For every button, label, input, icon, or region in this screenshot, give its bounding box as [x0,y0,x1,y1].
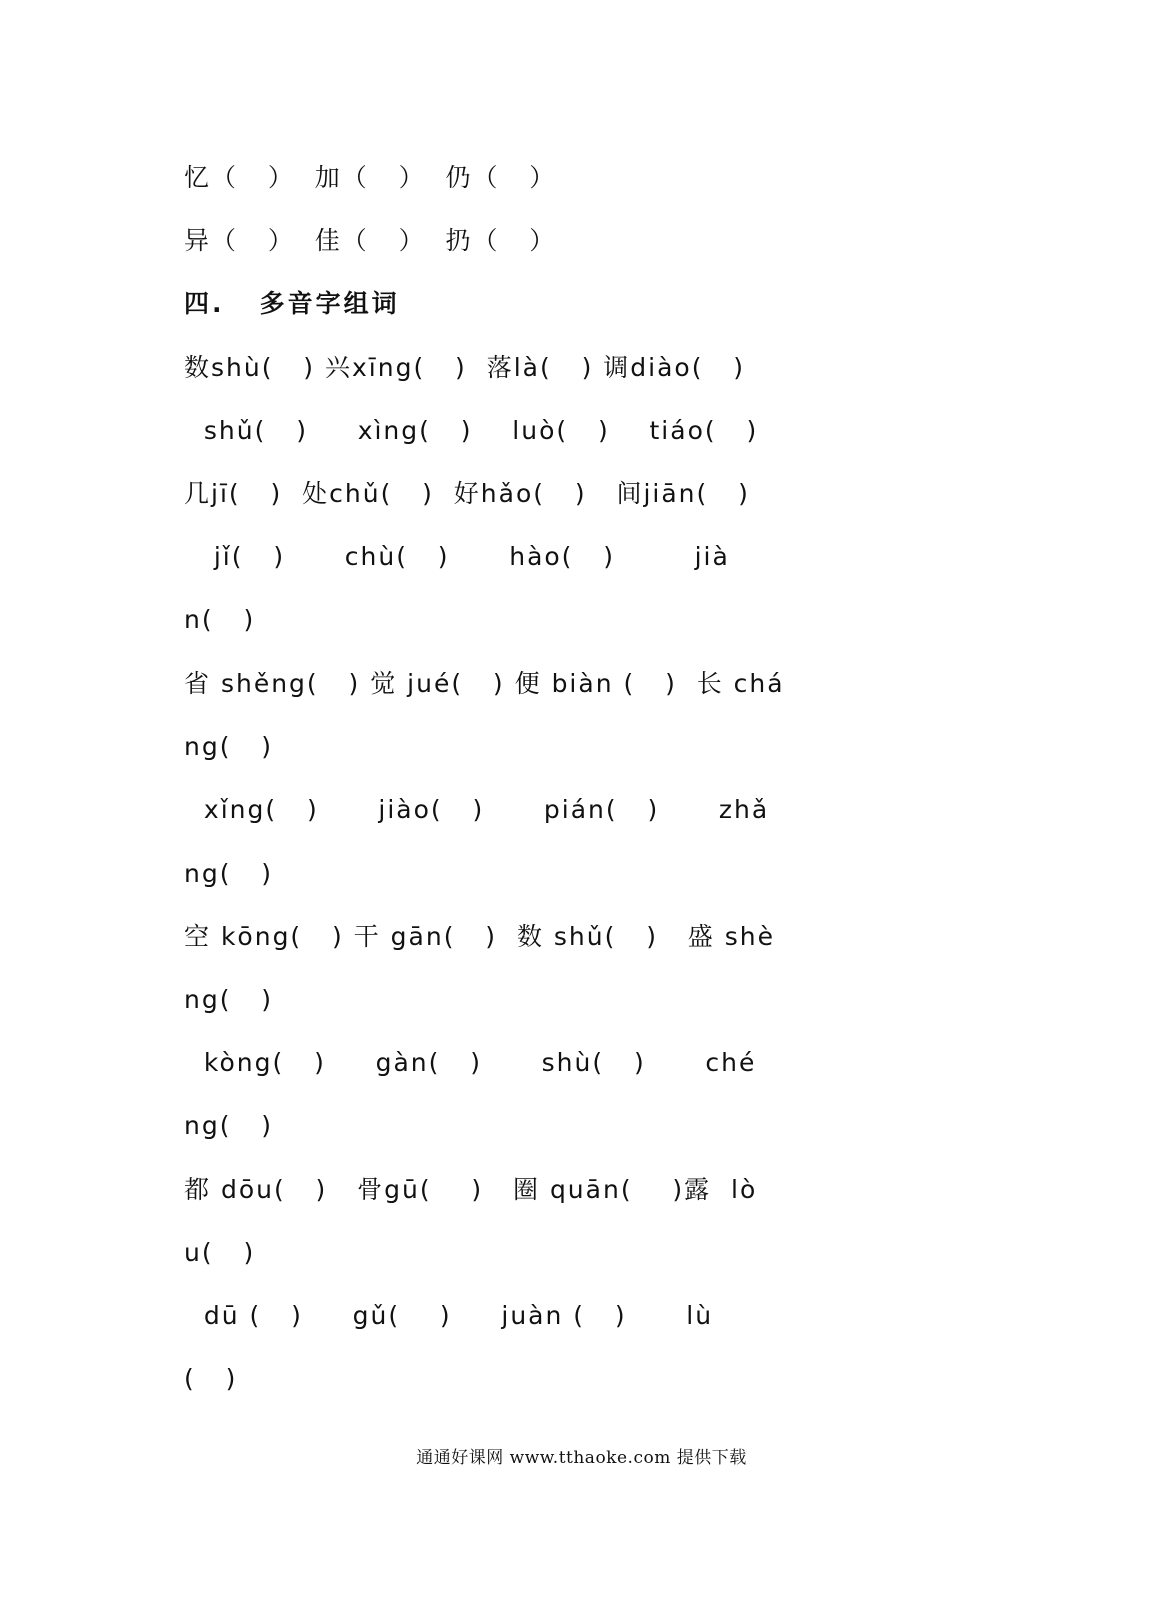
polyphone-line-8: xǐng( ) jiào( ) pián( ) zhǎ [184,795,770,824]
section-heading: 四. 多音字组词 [184,289,400,318]
char-group-line-2: 异（ ） 佳（ ） 扔（ ） [184,226,557,255]
polyphone-line-11: ng( ) [184,985,274,1014]
polyphone-line-9: ng( ) [184,859,274,888]
polyphone-line-10: 空 kōng( ) 干 gān( ) 数 shǔ( ) 盛 shè [184,922,775,951]
polyphone-line-14: 都 dōu( ) 骨gū( ) 圈 quān( )露 lò [184,1175,758,1204]
polyphone-line-12: kòng( ) gàn( ) shù( ) ché [184,1048,757,1077]
polyphone-line-2: shǔ( ) xìng( ) luò( ) tiáo( ) [184,416,759,445]
polyphone-line-15: u( ) [184,1238,256,1267]
polyphone-line-13: ng( ) [184,1111,274,1140]
polyphone-line-4: jǐ( ) chù( ) hào( ) jià [184,542,730,571]
polyphone-line-16: dū ( ) gǔ( ) juàn ( ) lù [184,1301,714,1330]
polyphone-line-1: 数shù( ) 兴xīng( ) 落là( ) 调diào( ) [184,353,746,382]
page-footer: 通通好课网 www.tthaoke.com 提供下载 [416,1448,747,1468]
polyphone-line-5: n( ) [184,605,256,634]
char-group-line-1: 忆（ ） 加（ ） 仍（ ） [184,163,557,192]
polyphone-line-7: ng( ) [184,732,274,761]
polyphone-line-3: 几jī( ) 处chǔ( ) 好hǎo( ) 间jiān( ) [184,479,750,508]
polyphone-line-17: ( ) [184,1364,238,1393]
polyphone-line-6: 省 shěng( ) 觉 jué( ) 便 biàn ( ) 长 chá [184,669,785,698]
